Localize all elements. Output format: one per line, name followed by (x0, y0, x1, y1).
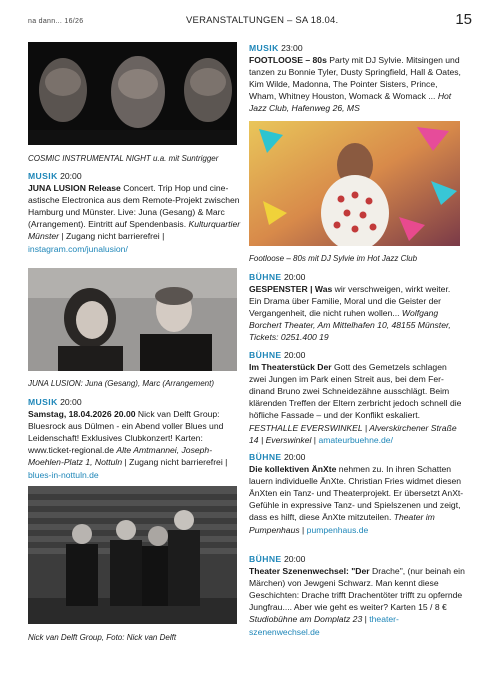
event-title: Die kollektiven ÄnXte (249, 464, 337, 475)
event-gespenster (249, 271, 465, 344)
page-number: 15 (455, 11, 472, 28)
event-venue: Hot Jazz Club, Hafenweg 26, MS (249, 91, 452, 114)
category-label: MUSIK (28, 171, 58, 181)
caption-nick: Nick van Delft Group, Foto: Nick van Delft (28, 633, 177, 642)
event-access: | Zugang nicht barrierefrei | (122, 457, 228, 468)
event-nick-van-delft (28, 396, 241, 481)
category-label: BÜHNE (249, 452, 282, 462)
event-body: Drache", (nur beinah ein Märchen) von Jewgeni Schwarz. Man kennt diese Geschichten: Drache trifft Drachentöter trifft zu opfernde Jungfrau.... Aber wie geht es weiter? Karten 15 / 8 € (249, 566, 465, 613)
event-text (249, 42, 465, 115)
event-link[interactable]: blues-in-nottuln.de (28, 469, 99, 480)
event-time: 20:00 (60, 397, 82, 407)
event-title: Theater Szenenwechsel: "Der (249, 566, 370, 577)
event-time: 23:00 (281, 43, 303, 53)
event-body: Concert. Trip Hop und cineastische Electronica aus dem Remote-Projekt zwischen Hamburg und Münster. Live: Juna (Gesang) & Marc (Arrangement). Eintritt auf Spendenbasis. (28, 183, 240, 230)
caption-juna: JUNA LUSION: Juna (Gesang), Marc (Arrangement) (28, 379, 214, 388)
photo-footloose (249, 121, 460, 246)
caption-footloose: Footloose – 80s mit DJ Sylvie im Hot Jazz Club (249, 254, 418, 263)
event-body: Gott des Gemetzels schlagen zwei Jungen im Park einen Streit aus, bei dem Ferdinand Bruno zwei Schneidezähne ausschlägt. Beim klärenden Treffen der Eltern zerbricht jedoch schnell die höfliche Fassade – und der Konflikt eskaliert. (249, 362, 462, 421)
event-time: 20:00 (283, 554, 306, 564)
event-text (249, 271, 465, 344)
event-body: Party mit DJ Sylvie. Mitsingen und tanzen zu Bonnie Tyler, Dusty Springfield, Hall & Oates, Kim Wilde, Madonna, The Pointer Sisters, Prince, Wham, Whitney Houston, Womack & Womack ... (249, 55, 461, 102)
photo-cosmic-instrumental (28, 42, 237, 145)
event-theaterstueck (249, 349, 465, 446)
event-text (249, 451, 465, 536)
event-text (28, 396, 241, 481)
event-venue: Kulturquartier Münster (28, 219, 241, 242)
event-sep: | (299, 524, 307, 535)
event-body: wir verschweigen, wirkt weiter. Ein Drama über Familie, Moral und die Geister der Vergangenheit, die nicht ruhen wollen... (249, 284, 451, 319)
event-time: 20:00 (283, 272, 306, 282)
event-access: | Zugang nicht barrierefrei | (59, 231, 165, 242)
event-link[interactable]: pumpenhaus.de (306, 524, 369, 535)
event-venue: Studiobühne am Domplatz 23 (249, 614, 363, 625)
category-label: MUSIK (249, 43, 279, 53)
event-title: Samstag, 18.04.2026 20.00 (28, 409, 136, 420)
event-venue: Alte Amtmannei, Joseph-Moehlen-Platz 1, Nottuln (28, 445, 213, 468)
event-title: GESPENSTER | Was (249, 284, 333, 295)
event-footloose (249, 42, 465, 115)
event-link[interactable]: instagram.com/junalusion/ (28, 243, 128, 254)
event-sep: | (362, 614, 370, 625)
category-label: BÜHNE (249, 554, 282, 564)
event-time: 20:00 (60, 171, 82, 181)
photo-nick-van-delft-group (28, 486, 237, 624)
event-text (249, 553, 465, 638)
event-title: Im Theaterstück Der (249, 362, 332, 373)
event-venue: FESTHALLE EVERSWINKEL | Alverskirchener Straße 14 | Everswinkel (249, 422, 457, 445)
magazine-issue: na dann... 16/26 (28, 18, 84, 25)
caption-cosmic: COSMIC INSTRUMENTAL NIGHT u.a. mit Suntrigger (28, 154, 219, 163)
event-drache (249, 553, 465, 638)
category-label: MUSIK (28, 397, 58, 407)
category-label: BÜHNE (249, 272, 282, 282)
event-time: 20:00 (283, 452, 306, 462)
event-body: Nick van Delft Group: Bluesrock aus Dülmen - ein Abend voller Blues und Leidenschaft! Exklusives Clubkonzert! Karten: www.ticket-regional.de (28, 409, 224, 456)
event-time: 20:00 (283, 350, 306, 360)
event-venue: Wolfgang Borchert Theater, Am Mittelhafen 10, 48155 Münster, Tickets: 0251.400 19 (249, 308, 451, 343)
event-sep: | (311, 434, 319, 445)
event-text (28, 170, 241, 255)
event-title: FOOTLOOSE – 80s (249, 55, 327, 66)
event-aenxte (249, 451, 465, 536)
category-label: BÜHNE (249, 350, 282, 360)
photo-juna-lusion (28, 268, 237, 371)
event-link[interactable]: amateurbuehne.de/ (318, 434, 393, 445)
event-venue: Theater im Pumpenhaus (249, 512, 435, 535)
event-body: nehmen zu. In ihren Schatten lauern individuelle ÄnXte. Christian Fries widmet diesen ÄnXten ein Tanz- und Theaterprojekt. Er übersetzt AnXt-Gefühle in expressive Tanz- und Spielszenen und zeigt, dass es hilft, diese ÄnXte mitzuteilen. (249, 464, 464, 523)
event-juna-lusion (28, 170, 241, 255)
event-text (249, 349, 465, 446)
event-link[interactable]: theater-szenenwechsel.de (249, 614, 399, 637)
event-title: JUNA LUSION Release (28, 183, 121, 194)
section-title: VERANSTALTUNGEN – SA 18.04. (186, 15, 339, 26)
